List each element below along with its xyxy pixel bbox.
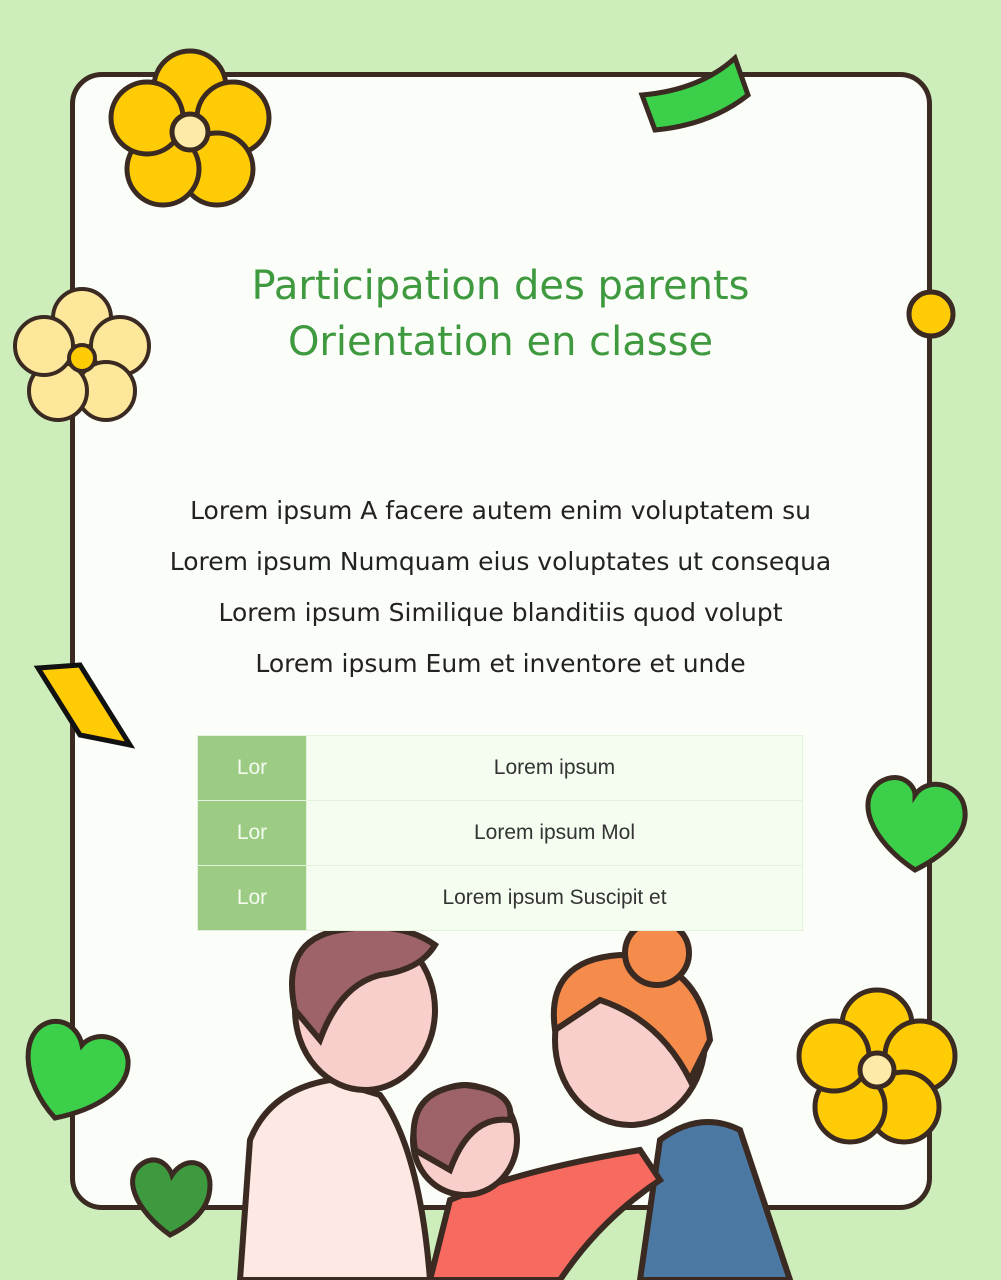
row-key: Lor — [198, 801, 307, 866]
table-row — [198, 866, 803, 931]
body-line: Lorem ipsum A facere autem enim voluptatem su — [190, 496, 811, 525]
body-line: Lorem ipsum Numquam eius voluptates ut consequa — [169, 547, 832, 576]
row-key: Lor — [198, 866, 307, 931]
row-key: Lor — [198, 736, 307, 801]
body-line: Lorem ipsum Similique blanditiis quod volupt — [218, 598, 783, 627]
body-line: Lorem ipsum Eum et inventore et unde — [255, 649, 746, 678]
info-table — [197, 735, 803, 931]
ribbon-icon — [642, 58, 748, 130]
flower-icon — [111, 51, 269, 205]
flower-icon — [799, 990, 955, 1142]
row-value: Lorem ipsum — [307, 736, 803, 801]
row-value: Lorem ipsum Mol — [307, 801, 803, 866]
heart-icon — [28, 1021, 128, 1118]
family-illustration — [240, 921, 790, 1280]
body-text — [0, 485, 1001, 689]
heart-icon — [133, 1160, 210, 1235]
page-title — [0, 258, 1001, 370]
title-line-2: Orientation en classe — [287, 319, 714, 365]
row-value: Lorem ipsum Suscipit et — [307, 866, 803, 931]
table-row — [198, 801, 803, 866]
title-line-1: Participation des parents — [251, 263, 750, 309]
heart-icon — [868, 778, 965, 870]
table-row — [198, 736, 803, 801]
